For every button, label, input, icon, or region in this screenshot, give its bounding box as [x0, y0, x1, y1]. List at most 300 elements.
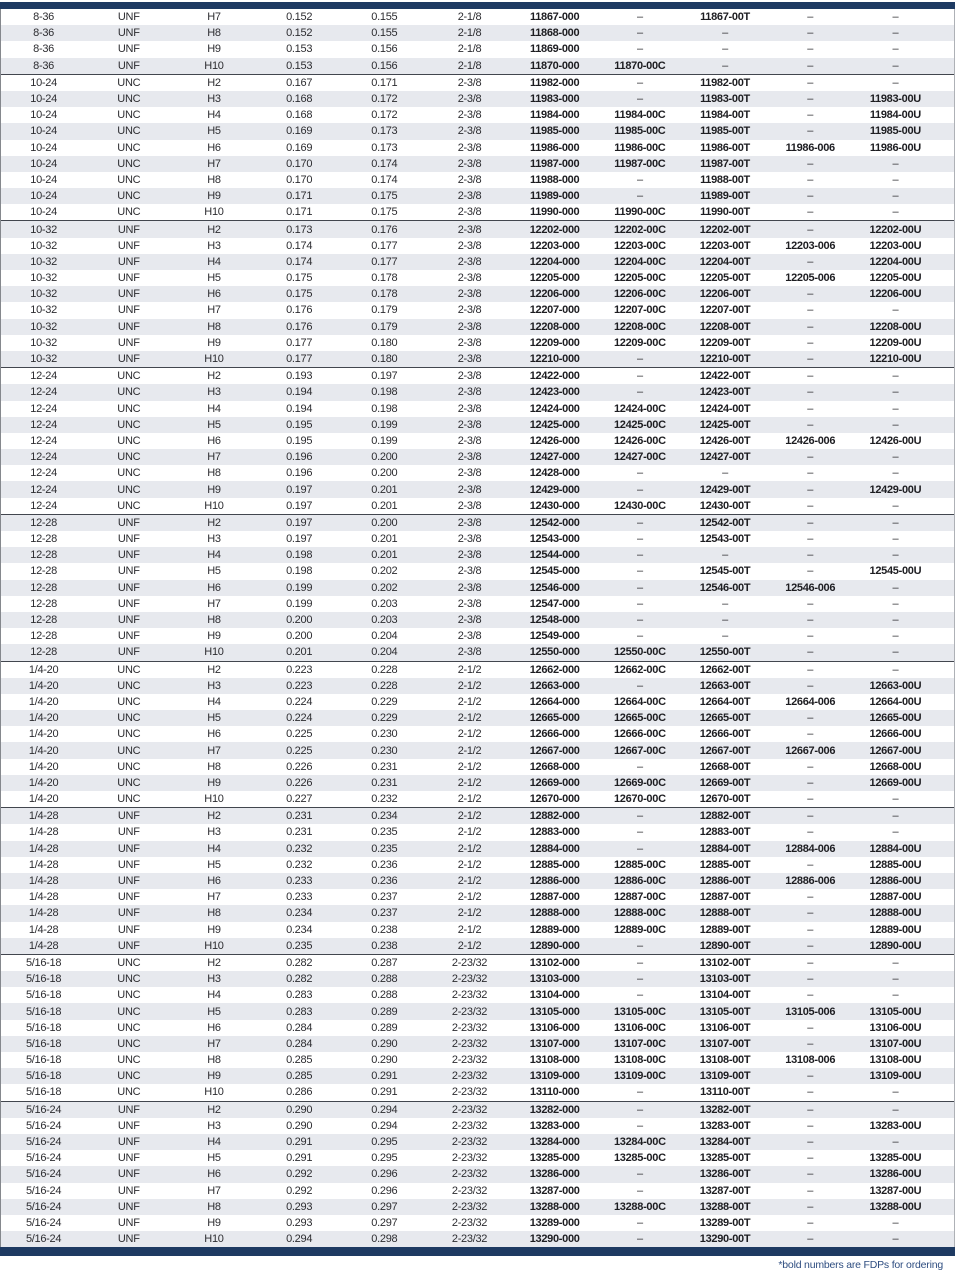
cell-thread-series: UNF	[117, 255, 140, 268]
cell-length: 2-1/2	[457, 858, 482, 871]
cell-pitch-dia-min: 0.282	[286, 956, 313, 969]
cell-part-number-00u: –	[892, 1216, 899, 1229]
cell-part-number-00t: 12890-00T	[699, 939, 751, 952]
cell-part-number-fdp: 12883-000	[529, 826, 580, 839]
cell-part-number-00u: –	[892, 370, 899, 383]
cell-length: 2-3/8	[457, 255, 482, 268]
cell-h-limit: H4	[207, 402, 221, 415]
cell-pitch-dia-max: 0.229	[371, 712, 398, 725]
cell-h-limit: H3	[207, 533, 221, 546]
cell-part-number-00t: 12885-00T	[699, 858, 751, 871]
cell-part-number-006: –	[807, 1070, 814, 1083]
cell-h-limit: H7	[207, 157, 221, 170]
cell-part-number-fdp: 13107-000	[529, 1037, 580, 1050]
cell-length: 2-3/8	[457, 157, 482, 170]
cell-pitch-dia-min: 0.294	[286, 1233, 313, 1246]
cell-part-number-00u: –	[892, 1233, 899, 1246]
cell-part-number-00c: 11985-00C	[614, 125, 666, 138]
cell-part-number-00t: 12667-00T	[699, 744, 751, 757]
cell-part-number-00t: 12545-00T	[699, 565, 751, 578]
cell-thread-series: UNF	[117, 923, 140, 936]
cell-length: 2-23/32	[451, 1136, 488, 1149]
cell-part-number-00u: 12888-00U	[869, 907, 922, 920]
cell-h-limit: H6	[207, 434, 221, 447]
cell-length: 2-23/32	[451, 1021, 488, 1034]
cell-thread-series: UNC	[117, 418, 141, 431]
cell-pitch-dia-max: 0.156	[371, 59, 398, 72]
table-row	[1, 433, 954, 449]
cell-part-number-00t: 12663-00T	[699, 679, 751, 692]
cell-pitch-dia-min: 0.200	[286, 614, 313, 627]
cell-h-limit: H5	[207, 1005, 221, 1018]
cell-pitch-dia-min: 0.225	[286, 728, 313, 741]
cell-thread-series: UNF	[117, 272, 140, 285]
table-row	[1, 742, 954, 758]
cell-thread-size: 1/4-20	[28, 679, 59, 692]
cell-part-number-00u: –	[892, 206, 899, 219]
cell-h-limit: H4	[207, 989, 221, 1002]
cell-part-number-00t: 12208-00T	[699, 320, 751, 333]
cell-h-limit: H7	[207, 891, 221, 904]
cell-length: 2-1/2	[457, 744, 482, 757]
cell-length: 2-3/8	[457, 630, 482, 643]
cell-pitch-dia-min: 0.282	[286, 973, 313, 986]
cell-part-number-006: –	[807, 939, 814, 952]
cell-part-number-00c: 12664-00C	[613, 695, 666, 708]
cell-part-number-006: –	[807, 549, 814, 562]
cell-h-limit: H7	[207, 1037, 221, 1050]
table-row	[1, 1052, 954, 1068]
cell-part-number-006: –	[807, 891, 814, 904]
cell-thread-series: UNF	[117, 59, 140, 72]
cell-pitch-dia-min: 0.293	[286, 1200, 313, 1213]
cell-thread-size: 10-32	[30, 288, 57, 301]
table-row	[1, 759, 954, 775]
cell-length: 2-1/2	[457, 712, 482, 725]
cell-part-number-00u: 13106-00U	[869, 1021, 922, 1034]
cell-part-number-00u: 12663-00U	[869, 679, 922, 692]
cell-thread-series: UNF	[117, 1119, 140, 1132]
cell-thread-series: UNC	[117, 386, 141, 399]
cell-length: 2-1/2	[457, 842, 482, 855]
cell-thread-series: UNF	[117, 1136, 140, 1149]
cell-length: 2-3/8	[457, 109, 482, 122]
cell-pitch-dia-max: 0.155	[371, 27, 398, 40]
cell-thread-series: UNC	[117, 206, 141, 219]
table-row	[1, 481, 954, 497]
cell-h-limit: H2	[207, 663, 221, 676]
cell-h-limit: H6	[207, 141, 221, 154]
table-row	[1, 384, 954, 400]
cell-pitch-dia-max: 0.236	[371, 875, 398, 888]
cell-thread-series: UNC	[117, 467, 141, 480]
cell-thread-size: 1/4-28	[28, 842, 59, 855]
cell-length: 2-23/32	[451, 989, 488, 1002]
cell-thread-series: UNC	[117, 141, 141, 154]
cell-thread-size: 12-28	[30, 597, 57, 610]
table-row	[1, 156, 954, 172]
cell-part-number-00c: 12667-00C	[613, 744, 666, 757]
cell-thread-size: 12-24	[30, 370, 57, 383]
cell-pitch-dia-max: 0.201	[371, 499, 398, 512]
cell-thread-size: 12-28	[30, 533, 57, 546]
cell-length: 2-23/32	[451, 1119, 488, 1132]
cell-part-number-006: –	[807, 907, 814, 920]
cell-part-number-00c: –	[636, 11, 643, 24]
cell-pitch-dia-max: 0.201	[371, 549, 398, 562]
cell-pitch-dia-max: 0.202	[371, 581, 398, 594]
cell-pitch-dia-max: 0.202	[371, 565, 398, 578]
cell-part-number-006: –	[807, 1119, 814, 1132]
cell-part-number-00t: 12669-00T	[699, 776, 751, 789]
cell-part-number-00u: 13288-00U	[869, 1200, 922, 1213]
cell-h-limit: H10	[204, 353, 224, 366]
cell-pitch-dia-min: 0.223	[286, 663, 313, 676]
cell-part-number-00c: –	[636, 549, 643, 562]
cell-part-number-00t: 13104-00T	[699, 989, 751, 1002]
cell-part-number-00t: 12425-00T	[699, 418, 751, 431]
table-row	[1, 710, 954, 726]
cell-thread-size: 5/16-18	[25, 1005, 62, 1018]
cell-part-number-00c: –	[636, 386, 643, 399]
cell-pitch-dia-max: 0.179	[371, 320, 398, 333]
table-row	[1, 563, 954, 579]
cell-pitch-dia-min: 0.290	[286, 1119, 313, 1132]
cell-part-number-00t: 13289-00T	[699, 1216, 751, 1229]
cell-pitch-dia-min: 0.196	[286, 467, 313, 480]
tap-spec-table	[0, 9, 955, 1247]
cell-thread-size: 5/16-24	[25, 1233, 62, 1246]
cell-part-number-006: –	[807, 565, 814, 578]
cell-part-number-00u: 13108-00U	[869, 1054, 922, 1067]
cell-part-number-00c: –	[636, 353, 643, 366]
cell-h-limit: H4	[207, 842, 221, 855]
cell-part-number-00t: 12665-00T	[699, 712, 751, 725]
cell-thread-series: UNC	[117, 989, 141, 1002]
cell-part-number-fdp: 13289-000	[529, 1216, 580, 1229]
cell-length: 2-1/8	[457, 11, 482, 24]
cell-part-number-006: –	[807, 157, 814, 170]
cell-thread-series: UNF	[117, 810, 140, 823]
cell-pitch-dia-min: 0.174	[286, 255, 313, 268]
cell-pitch-dia-max: 0.228	[371, 663, 398, 676]
table-row	[1, 449, 954, 465]
cell-thread-series: UNC	[117, 760, 141, 773]
cell-part-number-006: –	[807, 1200, 814, 1213]
cell-h-limit: H2	[207, 223, 221, 236]
cell-thread-series: UNC	[117, 109, 141, 122]
cell-part-number-fdp: 12882-000	[529, 810, 580, 823]
cell-part-number-00u: 12885-00U	[869, 858, 922, 871]
cell-thread-series: UNC	[117, 744, 141, 757]
table-row	[1, 1068, 954, 1084]
cell-pitch-dia-min: 0.283	[286, 989, 313, 1002]
cell-part-number-00t: 13102-00T	[699, 956, 751, 969]
cell-h-limit: H2	[207, 810, 221, 823]
cell-part-number-00t: 11988-00T	[700, 173, 750, 186]
cell-h-limit: H8	[207, 320, 221, 333]
cell-part-number-006: –	[807, 43, 814, 56]
cell-thread-series: UNF	[117, 1103, 140, 1116]
cell-part-number-00u: –	[892, 973, 899, 986]
cell-part-number-fdp: 13106-000	[529, 1021, 580, 1034]
cell-part-number-00c: 11987-00C	[614, 157, 666, 170]
cell-pitch-dia-max: 0.199	[371, 418, 398, 431]
cell-length: 2-3/8	[457, 336, 482, 349]
cell-pitch-dia-min: 0.233	[286, 891, 313, 904]
cell-thread-size: 1/4-28	[28, 939, 59, 952]
cell-thread-size: 1/4-20	[28, 793, 59, 806]
cell-part-number-fdp: 13109-000	[529, 1070, 580, 1083]
cell-length: 2-3/8	[457, 402, 482, 415]
cell-thread-series: UNC	[117, 1054, 141, 1067]
cell-part-number-00t: 13287-00T	[699, 1184, 751, 1197]
cell-part-number-fdp: 12549-000	[529, 630, 580, 643]
cell-part-number-006: –	[807, 1168, 814, 1181]
table-bottom-border	[0, 1247, 955, 1256]
cell-part-number-006: –	[807, 1184, 814, 1197]
cell-part-number-006: 12667-006	[785, 744, 836, 757]
cell-part-number-00u: 12884-00U	[869, 842, 922, 855]
cell-part-number-00t: 12550-00T	[699, 646, 751, 659]
cell-h-limit: H4	[207, 255, 221, 268]
cell-length: 2-3/8	[457, 499, 482, 512]
cell-part-number-00t: 12666-00T	[699, 728, 751, 741]
cell-part-number-00t: 13108-00T	[699, 1054, 751, 1067]
cell-part-number-00c: 12886-00C	[613, 875, 666, 888]
cell-part-number-00u: –	[892, 157, 899, 170]
cell-thread-size: 10-24	[30, 125, 57, 138]
cell-pitch-dia-min: 0.174	[286, 239, 313, 252]
cell-part-number-006: –	[807, 1233, 814, 1246]
cell-pitch-dia-min: 0.197	[286, 516, 313, 529]
cell-part-number-006: –	[807, 370, 814, 383]
cell-thread-series: UNF	[117, 646, 140, 659]
table-row	[1, 1084, 954, 1100]
cell-thread-size: 5/16-24	[25, 1200, 62, 1213]
cell-thread-size: 10-24	[30, 76, 57, 89]
cell-pitch-dia-max: 0.238	[371, 939, 398, 952]
cell-length: 2-1/2	[457, 679, 482, 692]
cell-part-number-fdp: 12664-000	[529, 695, 580, 708]
cell-part-number-006: –	[807, 11, 814, 24]
table-row	[1, 726, 954, 742]
cell-h-limit: H7	[207, 451, 221, 464]
cell-pitch-dia-max: 0.201	[371, 483, 398, 496]
cell-h-limit: H9	[207, 630, 221, 643]
cell-part-number-006: 12886-006	[785, 875, 836, 888]
cell-part-number-00u: 12887-00U	[869, 891, 922, 904]
cell-thread-size: 10-32	[30, 336, 57, 349]
cell-pitch-dia-max: 0.297	[371, 1200, 398, 1213]
cell-thread-series: UNF	[117, 353, 140, 366]
cell-part-number-00t: 12424-00T	[699, 402, 751, 415]
cell-pitch-dia-max: 0.179	[371, 304, 398, 317]
cell-part-number-fdp: 11982-000	[530, 76, 580, 89]
cell-part-number-00c: 13105-00C	[613, 1005, 666, 1018]
cell-part-number-fdp: 13284-000	[529, 1136, 580, 1149]
cell-part-number-fdp: 12888-000	[529, 907, 580, 920]
cell-pitch-dia-min: 0.231	[286, 810, 313, 823]
cell-part-number-fdp: 12543-000	[529, 533, 580, 546]
cell-length: 2-23/32	[451, 1152, 488, 1165]
cell-h-limit: H10	[204, 793, 224, 806]
cell-part-number-006: –	[807, 1136, 814, 1149]
cell-part-number-fdp: 11990-000	[530, 206, 580, 219]
cell-pitch-dia-max: 0.200	[371, 451, 398, 464]
cell-thread-size: 12-28	[30, 581, 57, 594]
cell-h-limit: H8	[207, 1200, 221, 1213]
cell-part-number-00c: –	[636, 1184, 643, 1197]
cell-length: 2-3/8	[457, 549, 482, 562]
cell-thread-series: UNF	[117, 223, 140, 236]
cell-h-limit: H5	[207, 125, 221, 138]
cell-thread-series: UNF	[117, 907, 140, 920]
cell-thread-size: 12-24	[30, 499, 57, 512]
cell-pitch-dia-max: 0.298	[371, 1233, 398, 1246]
cell-thread-series: UNF	[117, 614, 140, 627]
cell-thread-size: 5/16-18	[25, 1086, 62, 1099]
cell-part-number-006: –	[807, 206, 814, 219]
cell-part-number-fdp: 12208-000	[529, 320, 580, 333]
cell-part-number-00t: 13103-00T	[699, 973, 751, 986]
cell-length: 2-23/32	[451, 1184, 488, 1197]
cell-length: 2-23/32	[451, 973, 488, 986]
cell-part-number-006: –	[807, 826, 814, 839]
cell-thread-series: UNC	[117, 712, 141, 725]
cell-thread-series: UNF	[117, 533, 140, 546]
cell-thread-series: UNC	[117, 93, 141, 106]
cell-part-number-00t: –	[722, 467, 728, 480]
cell-part-number-00t: 12888-00T	[699, 907, 751, 920]
cell-h-limit: H10	[204, 646, 224, 659]
cell-part-number-00u: –	[892, 173, 899, 186]
cell-thread-size: 12-24	[30, 483, 57, 496]
cell-part-number-fdp: 11987-000	[530, 157, 580, 170]
cell-thread-series: UNC	[117, 483, 141, 496]
cell-part-number-00t: –	[722, 597, 728, 610]
cell-part-number-00t: 11987-00T	[700, 157, 750, 170]
cell-h-limit: H8	[207, 27, 221, 40]
cell-thread-series: UNC	[117, 370, 141, 383]
cell-thread-series: UNC	[117, 190, 141, 203]
cell-part-number-00u: 13286-00U	[869, 1168, 922, 1181]
cell-thread-series: UNF	[117, 565, 140, 578]
cell-part-number-00c: 12662-00C	[613, 663, 666, 676]
cell-part-number-fdp: 12205-000	[529, 272, 580, 285]
cell-h-limit: H3	[207, 679, 221, 692]
cell-h-limit: H6	[207, 1168, 221, 1181]
cell-part-number-00c: –	[636, 1103, 643, 1116]
table-row	[1, 188, 954, 204]
cell-part-number-fdp: 12884-000	[529, 842, 580, 855]
cell-length: 2-23/32	[451, 1070, 488, 1083]
cell-part-number-006: 12546-006	[785, 581, 836, 594]
cell-pitch-dia-min: 0.234	[286, 907, 313, 920]
cell-part-number-00c: 12666-00C	[613, 728, 666, 741]
cell-part-number-00u: 12205-00U	[869, 272, 922, 285]
cell-length: 2-1/2	[457, 663, 482, 676]
cell-pitch-dia-min: 0.226	[286, 776, 313, 789]
table-row	[1, 644, 954, 660]
cell-part-number-006: –	[807, 858, 814, 871]
cell-pitch-dia-min: 0.177	[286, 353, 313, 366]
cell-part-number-00t: 12884-00T	[699, 842, 751, 855]
cell-pitch-dia-max: 0.291	[371, 1070, 398, 1083]
cell-part-number-00c: –	[636, 989, 643, 1002]
cell-h-limit: H9	[207, 1070, 221, 1083]
cell-part-number-00u: 13285-00U	[869, 1152, 922, 1165]
cell-h-limit: H10	[204, 1233, 224, 1246]
cell-pitch-dia-max: 0.288	[371, 973, 398, 986]
cell-part-number-00c: –	[636, 760, 643, 773]
cell-thread-size: 5/16-24	[25, 1103, 62, 1116]
cell-h-limit: H6	[207, 288, 221, 301]
cell-thread-size: 5/16-24	[25, 1136, 62, 1149]
cell-h-limit: H3	[207, 386, 221, 399]
cell-thread-size: 10-32	[30, 320, 57, 333]
cell-length: 2-3/8	[457, 467, 482, 480]
cell-part-number-00c: 12203-00C	[613, 239, 666, 252]
cell-part-number-fdp: 11984-000	[530, 109, 580, 122]
cell-part-number-00c: –	[636, 614, 643, 627]
cell-thread-series: UNF	[117, 891, 140, 904]
cell-part-number-00u: 12545-00U	[869, 565, 922, 578]
cell-part-number-00t: 12668-00T	[699, 760, 751, 773]
cell-thread-series: UNC	[117, 157, 141, 170]
table-row	[1, 1003, 954, 1019]
cell-thread-size: 10-32	[30, 223, 57, 236]
cell-part-number-00u: 11986-00U	[869, 141, 921, 154]
cell-part-number-006: –	[807, 1216, 814, 1229]
cell-pitch-dia-max: 0.238	[371, 923, 398, 936]
cell-part-number-00u: 11984-00U	[869, 109, 921, 122]
cell-part-number-00t: 12422-00T	[699, 370, 751, 383]
cell-part-number-00c: –	[636, 630, 643, 643]
cell-part-number-00c: –	[636, 1216, 643, 1229]
cell-thread-series: UNF	[117, 842, 140, 855]
cell-pitch-dia-min: 0.152	[286, 27, 313, 40]
cell-part-number-006: 12664-006	[785, 695, 836, 708]
cell-part-number-00c: –	[636, 939, 643, 952]
cell-part-number-00u: –	[892, 581, 899, 594]
cell-pitch-dia-max: 0.177	[371, 239, 398, 252]
cell-thread-series: UNF	[117, 826, 140, 839]
cell-part-number-00u: –	[892, 27, 899, 40]
table-row	[1, 498, 954, 514]
cell-part-number-fdp: 13110-000	[530, 1086, 580, 1099]
cell-thread-size: 10-24	[30, 206, 57, 219]
cell-pitch-dia-min: 0.286	[286, 1086, 313, 1099]
table-row	[1, 172, 954, 188]
cell-pitch-dia-max: 0.174	[371, 157, 398, 170]
cell-h-limit: H10	[204, 59, 224, 72]
cell-part-number-006: –	[807, 418, 814, 431]
cell-length: 2-3/8	[457, 483, 482, 496]
cell-part-number-00c: 12208-00C	[613, 320, 666, 333]
cell-part-number-fdp: 13103-000	[529, 973, 580, 986]
cell-part-number-fdp: 12662-000	[529, 663, 580, 676]
cell-part-number-fdp: 12209-000	[529, 336, 580, 349]
cell-h-limit: H8	[207, 760, 221, 773]
cell-part-number-006: –	[807, 76, 814, 89]
cell-part-number-006: –	[807, 712, 814, 725]
cell-thread-series: UNC	[117, 173, 141, 186]
cell-thread-series: UNC	[117, 1037, 141, 1050]
table-row	[1, 791, 954, 807]
cell-part-number-fdp: 12885-000	[529, 858, 580, 871]
cell-part-number-fdp: 12425-000	[529, 418, 580, 431]
